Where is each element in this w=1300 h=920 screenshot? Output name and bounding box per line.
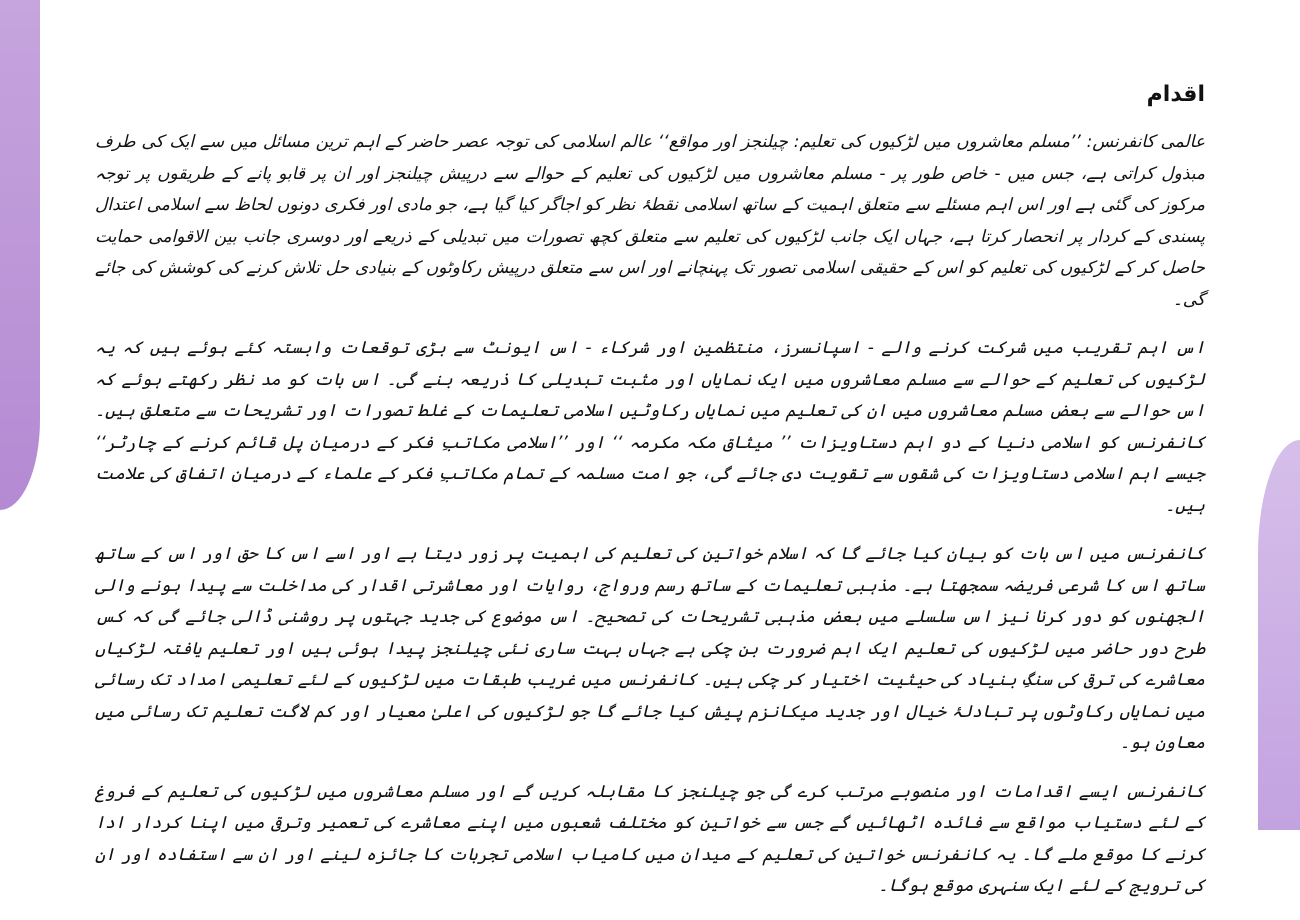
document-page [95,82,1205,920]
page-title: اقدام [1146,82,1205,107]
paragraph-2: اس اہم تقریب میں شرکت کرنے والے - اسپانسرز، منتظمین اور شرکاء - اس ایونٹ سے بڑی توقعات وابستہ کئے ہوئے ہیں کہ یہ لڑکیوں کی تعلیم کے حوالے سے مسلم معاشروں میں ایک نمایاں اور مثبت تبدیلی کا ذریعہ بنے گی۔ اس بات کو مد نظر رکھتے ہوئے کہ اس حوالے سے بعض مسلم معاشروں میں ان کی تعلیم میں نمایاں رکاوٹیں اسلامی تعلیمات کے غلط تصورات اور تشریحات سے متعلق ہیں۔ کانفرنس کو اسلامی دنیا کے دو اہم دستاویزات ’’ میثاق مکہ مکرمہ ‘‘ اور ’’اسلامی مکاتبِ فکر کے درمیان پل قائم کرنے کے چارٹر‘‘ جیسے اہم اسلامی دستاویزات کی شقوں سے تقویت دی جائے گی، جو امت مسلمہ کے تمام مکاتبِ فکر کے علماء کے درمیان اتفاق کی علامت ہیں۔ [95,338,1205,516]
left-decorative-shape [0,0,40,510]
right-decorative-shape [1258,440,1300,830]
paragraph-4: کانفرنس ایسے اقدامات اور منصوبے مرتب کرے گی جو چیلنجز کا مقابلہ کریں گے اور مسلم معاشروں میں لڑکیوں کی تعلیم کے فروغ کے لئے دستیاب مواقع سے فائدہ اٹھائیں گے جس سے خواتین کو مختلف شعبوں میں اپنے معاشرے کی تعمیر وترقی میں اپنا کردار ادا کرنے کا موقع ملے گا۔ یہ کانفرنس خواتین کی تعلیم کے میدان میں کامیاب اسلامی تجربات کا جائزہ لینے اور ان سے استفادہ اور ان کی ترویج کے لئے ایک سنہری موقع ہوگا۔ [95,781,1205,896]
paragraph-3: کانفرنس میں اس بات کو بیان کیا جائے گا کہ اسلام خواتین کی تعلیم کی اہمیت پر زور دیتا ہے اور اسے اس کا حق اور اس کے ساتھ ساتھ اس کا شرعی فریضہ سمجھتا ہے۔ مذہبی تعلیمات کے ساتھ رسم ورواج، روایات اور معاشرتی اقدار کی مداخلت سے پیدا ہونے والی الجھنوں کو دور کرنا نیز اس سلسلے میں بعض مذہبی تشریحات کی تصحیح۔ اس موضوع کی جدید جہتوں پر روشنی ڈالی جائے گی کہ کس طرح دور حاضر میں لڑکیوں کی تعلیم ایک اہم ضرورت بن چکی ہے جہاں بہت ساری نئی چیلنجز پیدا ہوئی ہیں اور تعلیم یافتہ لڑکیاں معاشرے کی ترقی کی سنگِ بنیاد کی حیثیت اختیار کر چکی ہیں۔ کانفرنس میں غریب طبقات میں لڑکیوں کے لئے تعلیمی امداد تک رسائی میں نمایاں رکاوٹوں پر تبادلۂ خیال اور جدید میکانزم پیش کیا جائے گا جو لڑکیوں کی اعلیٰ معیار اور کم لاگت تعلیم تک رسائی میں معاون ہو۔ [95,544,1205,753]
paragraph-1: عالمی کانفرنس: ’’مسلم معاشروں میں لڑکیوں کی تعلیم: چیلنجز اور مواقع‘‘ عالم اسلامی کی توجہ عصر حاضر کے اہم ترین مسائل میں سے ایک کی طرف مبذول کراتی ہے، جس میں - خاص طور پر - مسلم معاشروں میں لڑکیوں کی تعلیم کے حوالے سے درپیش چیلنجز اور ان پر قابو پانے کے طریقوں پر توجہ مرکوز کی گئی ہے اور اس اہم مسئلے سے متعلق اہمیت کے ساتھ اسلامی نقطۂ نظر کو اجاگر کیا گیا ہے، جو مادی اور فکری دونوں لحاظ سے اسلامی اعتدال پسندی کے کردار پر انحصار کرتا ہے، جہاں ایک جانب لڑکیوں کی تعلیم سے متعلق کچھ تصورات میں تبدیلی کے ذریعے اور دوسری جانب بین الاقوامی حمایت حاصل کر کے لڑکیوں کی تعلیم کو اس کے حقیقی اسلامی تصور تک پہنچانے اور اس سے متعلق درپیش رکاوٹوں کے بنیادی حل تلاش کرنے کی کوشش کی جائے گی۔ [95,132,1205,310]
